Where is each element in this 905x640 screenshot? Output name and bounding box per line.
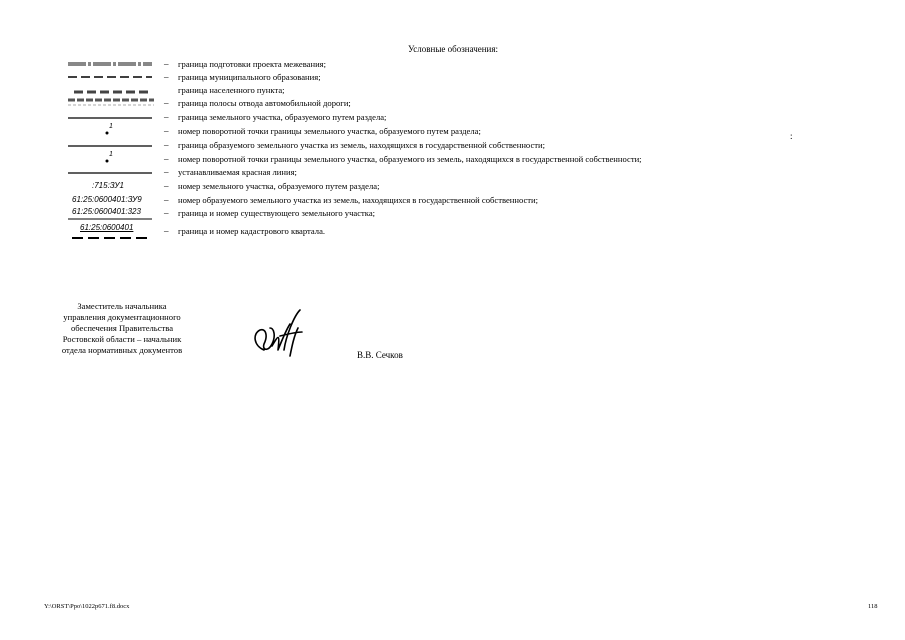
legend-separator: – xyxy=(164,72,169,82)
position-line: Ростовской области – начальник xyxy=(62,334,182,344)
position-line: отдела нормативных документов xyxy=(61,345,183,355)
legend-row-cadastral-quarter xyxy=(60,225,800,239)
legend-label: номер поворотной точки границы земельного участка, образуемого путем раздела; xyxy=(178,126,481,136)
legend-row-settlement-boundary xyxy=(60,84,800,98)
legend-separator: – xyxy=(164,181,169,191)
cadastral-quarter-number-text: 61:25:0600401 xyxy=(80,223,134,232)
legend-row-red-line xyxy=(60,166,800,180)
existing-plot-number-text: 61:25:0600401:323 xyxy=(72,207,141,216)
legend-separator: – xyxy=(164,226,169,236)
signatory-name: В.В. Сечков xyxy=(357,350,403,360)
legend-symbol-division-plot-number xyxy=(60,180,160,194)
legend-symbol-settlement-boundary xyxy=(60,84,160,98)
plot-number-text: :715:ЗУ1 xyxy=(92,181,124,190)
legend-label: устанавливаемая красная линия; xyxy=(178,167,297,177)
legend-label: граница образуемого земельного участка из земель, находящихся в государственной собственности; xyxy=(178,140,545,150)
solid-line-icon xyxy=(60,166,160,180)
legend-separator: – xyxy=(164,112,169,122)
legend-row-division-point-number xyxy=(60,125,800,139)
legend-separator: – xyxy=(164,59,169,69)
legend-separator: – xyxy=(164,98,169,108)
legend-label: номер образуемого земельного участка из земель, находящихся в государственной собственности; xyxy=(178,195,539,205)
legend-row-state-plot-number xyxy=(60,194,800,208)
legend-separator: – xyxy=(164,140,169,150)
legend-label: граница земельного участка, образуемого путем раздела; xyxy=(178,112,387,122)
position-line: Заместитель начальника xyxy=(77,301,167,311)
legend-label: номер поворотной точки границы земельного участка, образуемого из земель, находящихся в государственной собственности; xyxy=(178,154,642,164)
point-number-text: 1 xyxy=(109,151,113,158)
plot-number-text: 61:25:0600401:ЗУ9 xyxy=(72,195,142,204)
stray-mark: : xyxy=(790,131,793,141)
position-line: управления документационного xyxy=(63,312,181,322)
legend-symbol-state-point xyxy=(60,153,160,167)
legend-label: граница и номер существующего земельного участка; xyxy=(178,208,376,218)
legend-label: номер земельного участка, образуемого путем раздела; xyxy=(178,181,380,191)
solid-line-icon xyxy=(60,207,160,221)
legend-row-state-point-number xyxy=(60,153,800,167)
legend-symbol-existing-plot xyxy=(60,207,160,221)
legend-row-existing-plot xyxy=(60,207,800,221)
legend-label: граница подготовки проекта межевания; xyxy=(178,59,327,69)
handwritten-signature xyxy=(250,306,306,364)
legend-row-state-plot-boundary xyxy=(60,139,800,153)
legend-row-division-plot-number xyxy=(60,180,800,194)
legend-label: граница полосы отвода автомобильной дороги; xyxy=(178,98,351,108)
legend-separator: – xyxy=(164,195,169,205)
thick-dashed-line-icon xyxy=(60,225,160,239)
legend-symbol-red-line xyxy=(60,166,160,180)
legend-symbol-division-point xyxy=(60,125,160,139)
legend-symbol-municipal-boundary xyxy=(60,71,160,85)
dash-dot-thick-line-icon xyxy=(60,58,160,72)
legend-label: граница населенного пункта; xyxy=(178,85,285,95)
legend-label: граница и номер кадастрового квартала. xyxy=(178,226,326,236)
thick-dashed-line-icon xyxy=(60,84,160,98)
legend-label: граница муниципального образования; xyxy=(178,72,321,82)
legend-symbol-road-boundary xyxy=(60,97,160,111)
dashed-line-icon xyxy=(60,71,160,85)
hatched-line-icon xyxy=(60,97,160,111)
legend-title: Условные обозначения: xyxy=(408,44,499,54)
signatory-position xyxy=(44,301,200,356)
footer-file-path: Y:\ORST\Ppo\1022p671.f8.docx xyxy=(44,603,130,610)
legend-symbol-project-boundary xyxy=(60,58,160,72)
legend-row-road-boundary xyxy=(60,97,800,111)
point-number-text: 1 xyxy=(109,123,113,130)
legend-separator: – xyxy=(164,126,169,136)
legend-separator: – xyxy=(164,167,169,177)
legend-separator: – xyxy=(164,208,169,218)
legend-symbol-state-plot-number xyxy=(60,194,160,208)
legend-row-project-boundary xyxy=(60,58,800,72)
legend-row-division-plot-boundary xyxy=(60,111,800,125)
legend-separator: – xyxy=(164,154,169,164)
footer-page-number: 118 xyxy=(868,603,878,610)
legend-row-municipal-boundary xyxy=(60,71,800,85)
position-line: обеспечения Правительства xyxy=(70,323,174,333)
legend-symbol-cadastral-quarter xyxy=(60,225,160,239)
